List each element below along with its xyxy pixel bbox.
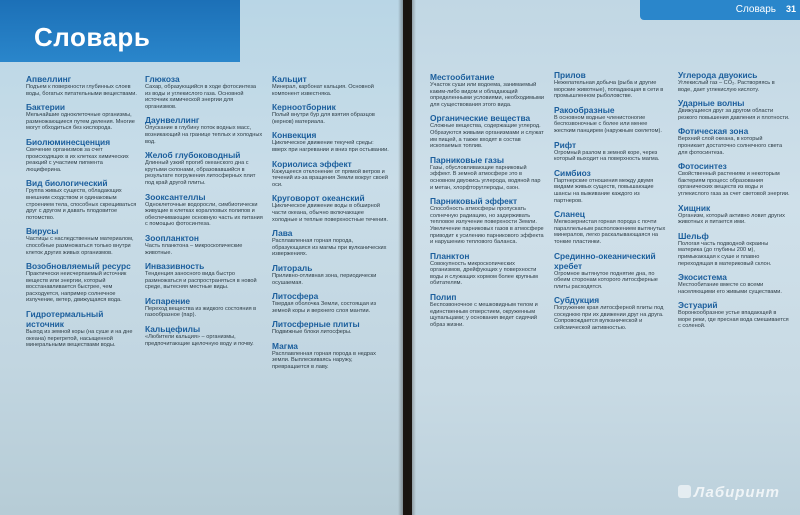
right-page [412,0,800,515]
glossary-definition: В основном водные членистоногие беспозвоночные с более или менее жестким панцирем (наружным скелетом). [554,114,662,134]
glossary-entry [430,72,544,108]
glossary-entry [554,251,668,291]
glossary-term: Желоб глубоководный [145,150,241,161]
glossary-term: Гидротермальный источник [26,309,104,330]
glossary-term: Фотическая зона [678,126,749,137]
glossary-term: Конвекция [272,130,317,141]
section-header [640,0,800,20]
glossary-definition: Расплавленная горная порода в недрах земли. Выплескиваясь наружу, превращается в лаву. [272,350,376,371]
glossary-term: Вид биологический [26,178,108,189]
glossary-definition: Циклическое движение текучей среды: вверх при нагревании и вниз при остывании. [272,140,389,153]
glossary-entry [145,324,263,347]
glossary-term: Зоопланктон [145,232,199,243]
glossary-entry [26,226,138,256]
glossary-definition: Пологая часть подводной окраины материка (до глубины 200 м), примыкающая к суше и плавно переходящая в материковый склон. [678,240,772,267]
glossary-entry [272,193,390,223]
glossary-definition: Расплавленная горная порода, образующаяся из магмы при вулканических извержениях. [272,238,387,258]
glossary-term: Литосферные плиты [272,319,360,330]
glossary-term: Симбиоз [554,167,591,178]
glossary-entry [272,102,390,125]
glossary-entry [430,113,544,149]
glossary-definition: Сахар, образующийся в ходе фотосинтеза из воды и углекислого газа. Основной источник химической энергии для организмов. [145,84,257,110]
glossary-definition: Переход вещества из жидкого состояния в газообразное (пар). [145,305,257,319]
glossary-definition: Выход из земной коры (на суше и на дне океана) перегретой, насыщенной минеральными веществами воды. [26,329,133,349]
glossary-term: Местообитание [430,72,495,82]
glossary-definition: Верхний слой океана, в который проникает достаточно солнечного света для фотосинтеза. [678,136,783,156]
glossary-term: Шельф [678,230,709,241]
glossary-term: Ударные волны [678,98,745,109]
glossary-entry [145,74,263,110]
glossary-definition: Кажущееся отклонение от прямой ветров и течений из-за вращения Земли вокруг своей оси. [272,168,389,188]
glossary-term: Литосфера [272,291,319,302]
glossary-term: Инвазивность [145,261,205,272]
watermark-text: Лабиринт [693,484,780,501]
glossary-term: Магма [272,340,298,351]
glossary-entry [145,192,263,228]
glossary-definition: Частицы с наследственным материалом, способные размножаться только внутри клеток других живых организмов. [26,236,134,256]
glossary-entry [678,70,790,93]
glossary-definition: Полый внутри бур для взятия образцов (кернов) материала. [272,112,375,125]
book-gutter [398,0,416,515]
glossary-term: Хищник [678,202,711,213]
glossary-term: Кориолиса эффект [272,158,352,169]
glossary-term: Эстуарий [678,300,718,311]
glossary-entry [678,231,790,267]
glossary-definition: Свойственный растениям и некоторым бактериям процесс образования органических веществ из воды и углекислого газа за счет световой энергии. [678,171,790,197]
glossary-term: Вирусы [26,226,59,237]
glossary-entry [554,209,668,245]
glossary-definition: Организм, который активно ловит других животных и питается ими. [678,212,785,226]
glossary-term: Кальцефилы [145,324,201,335]
glossary-entry [430,155,544,191]
glossary-entry [554,168,668,204]
glossary-term: Парниковые газы [430,154,505,165]
glossary-term: Глюкоза [145,74,180,84]
glossary-column-6 [678,70,790,335]
glossary-definition: Совокупность микроскопических организмов, дрейфующих у поверхности воды и служащих кормом более крупным обитателям. [430,260,538,287]
glossary-term: Кальцит [272,74,307,84]
glossary-definition: Партнерские отношения между двумя видами живых существ, повышающие шансы на выживание каждого из партнеров. [554,177,654,204]
glossary-entry [145,150,263,186]
glossary-definition: Участок суши или водоема, занимаемый каким-либо видом и обладающий определенными условиями, необходимыми для существования этого вида. [430,82,544,108]
glossary-definition: Твердая оболочка Земли, состоящая из земной коры и верхнего слоя мантии. [272,301,377,314]
glossary-term: Даунвеллинг [145,115,200,126]
glossary-entry [430,292,544,328]
glossary-definition: Воронкообразное устье впадающей в море реки, где пресная вода смешивается с соленой. [678,310,789,330]
glossary-entry [26,74,138,97]
glossary-term: Рифт [554,139,577,150]
glossary-term: Планктон [430,250,470,261]
glossary-entry [272,130,390,153]
glossary-definition: «Любители кальция» – организмы, предпочитающие щелочную воду и почву. [145,334,254,347]
glossary-term: Керноотборник [272,102,336,113]
glossary-column-3 [272,74,390,376]
glossary-definition: Сложные вещества, содержащие углерод. Образуются живыми организмами и служат им пищей, а также входят в состав ископаемых топлив. [430,123,544,150]
glossary-term: Испарение [145,295,191,306]
glossary-term: Углерода двуокись [678,70,758,80]
glossary-entry [554,140,668,163]
glossary-entry [272,291,390,314]
glossary-definition: Местообитание вместе со всеми населяющими его живыми существами. [678,282,782,295]
glossary-entry [145,296,263,319]
glossary-term: Полип [430,292,457,303]
glossary-entry [678,98,790,121]
glossary-definition: Движущиеся друг за другом области резкого повышения давления и плотности. [678,108,790,121]
glossary-definition: Часть планктона – микроскопические животные. [145,242,243,256]
labirint-logo-icon [678,485,691,498]
glossary-definition: Тенденция заносного вида быстро размножаться и распространяться в новой среде, вытесняя местные виды. [145,271,257,291]
glossary-definition: Способность атмосферы пропускать солнечную радиацию, но задерживать тепловое излучение поверхности Земли. Увеличение парниковых газов в атмосфере приводит к усилению парникового эффекта и нарушению теплового баланса. [430,206,544,246]
glossary-term: Апвеллинг [26,74,72,84]
glossary-term: Фотосинтез [678,161,727,172]
glossary-definition: Огромный разлом в земной коре, через который выходит на поверхность магма. [554,149,660,163]
glossary-definition: Подъем к поверхности глубинных слоев воды, богатых питательными веществами. [26,84,137,97]
glossary-entry [678,300,790,330]
glossary-term: Возобновляемый ресурс [26,261,131,272]
glossary-term: Парниковый эффект [430,196,518,207]
glossary-definition: Циклическое движение воды в обширной части океана, обычно включающее холодные и теплые поверхностные течения. [272,203,388,223]
glossary-column-1 [26,74,138,354]
section-header-label: Словарь [735,4,776,15]
glossary-term: Срединно-океанический хребет [554,250,656,271]
glossary-definition: Мельчайшие одноклеточные организмы, размножающиеся путем деления. Многие могут обходиться без кислорода. [26,112,135,132]
glossary-definition: Газы, обусловливающие парниковый эффект. В земной атмосфере это в основном двуокись углерода, водяной пар и метан, хлорфторуглероды, озон. [430,164,541,191]
glossary-term: Лава [272,228,293,239]
glossary-definition: Мелкозернистая горная порода с почти параллельным расположением вытянутых минералов, легко раскалывающаяся на тонкие пластинки. [554,219,666,245]
glossary-entry [272,228,390,258]
glossary-definition: Нежелательная добыча (рыба и другие морские животные), попадающая в сети в промышленном рыболовстве. [554,80,664,100]
glossary-term: Прилов [554,70,586,80]
glossary-entry [430,251,544,287]
glossary-entry [678,126,790,156]
glossary-term: Круговорот океанский [272,193,365,204]
glossary-term: Сланец [554,209,585,220]
glossary-term: Биолюминесценция [26,136,111,147]
glossary-entry [145,261,263,291]
glossary-entry [272,319,390,336]
glossary-definition: Практически неисчерпаемый источник веществ или энергии, который восстанавливается быстрее, чем расходуется, например солнечное излучение, ветер, движущаяся вода. [26,271,127,304]
page-number: 31 [785,4,796,14]
glossary-entry [272,341,390,371]
glossary-entry [145,233,263,256]
glossary-entry [26,261,138,304]
glossary-column-4 [430,72,544,333]
glossary-definition: Свечение организмов за счет происходящих в их клетках химических реакций с участием пигмента люциферина. [26,146,129,173]
glossary-entry [26,137,138,173]
glossary-term: Литораль [272,262,313,273]
glossary-entry [272,74,390,97]
glossary-definition: Подвижные блоки литосферы. [272,329,352,336]
glossary-definition: Углекислый газ – CO₂. Растворяясь в воде, дает углекислую кислоту. [678,80,775,93]
glossary-entry [26,178,138,221]
glossary-term: Субдукция [554,295,600,306]
glossary-entry [145,115,263,145]
glossary-term: Зооксантеллы [145,191,206,202]
glossary-definition: Опускание в глубину поток водных масс, возникающий на границе теплых и холодных вод. [145,125,263,145]
glossary-definition: Одноклеточные водоросли, симбиотически живущие в клетках коралловых полипов и обеспечивающие основную часть их питания с помощью фотосинтеза. [145,201,263,228]
glossary-term: Экосистема [678,272,727,283]
glossary-term: Органические вещества [430,113,531,124]
glossary-definition: Беспозвоночное с мешковидным телом и единственным отверстием, окруженным щупальцами; у основания ведет сидячий образ жизни. [430,302,538,328]
glossary-definition: Приливно-отливная зона, периодически осушаемая. [272,272,377,286]
glossary-entry [678,203,790,226]
glossary-entry [272,159,390,189]
glossary-definition: Погружение края литосферной плиты под соседнюю при их движении друг на друга. Сопровождается вулканической и сейсмической активностью. [554,305,664,332]
glossary-definition: Группа живых существ, обладающих внешним сходством и одинаковым строением тела, способных скрещиваться друг с другом и давать плодовитое потомство. [26,188,137,221]
glossary-definition: Минерал, карбонат кальция. Основной компонент известняка. [272,84,374,97]
glossary-definition: Огромное вытянутое поднятие дна, по обеим сторонам которого литосферные плиты расходятся. [554,270,658,290]
glossary-entry [430,196,544,246]
glossary-term: Бактерии [26,102,66,113]
page-title: Словарь [34,22,151,52]
glossary-entry [554,70,668,100]
glossary-column-5 [554,70,668,337]
glossary-entry [678,272,790,295]
glossary-definition: Длинный узкий прогиб океанского дна с крутыми склонами, образовавшийся в результате погружения литосферных плит под край другой плиты. [145,160,256,186]
glossary-entry [678,161,790,197]
glossary-entry [26,309,138,349]
glossary-entry [554,295,668,331]
glossary-entry [272,263,390,286]
glossary-column-2 [145,74,263,352]
watermark [678,484,780,501]
glossary-entry [26,102,138,132]
glossary-entry [554,105,668,135]
glossary-term: Ракообразные [554,104,615,115]
